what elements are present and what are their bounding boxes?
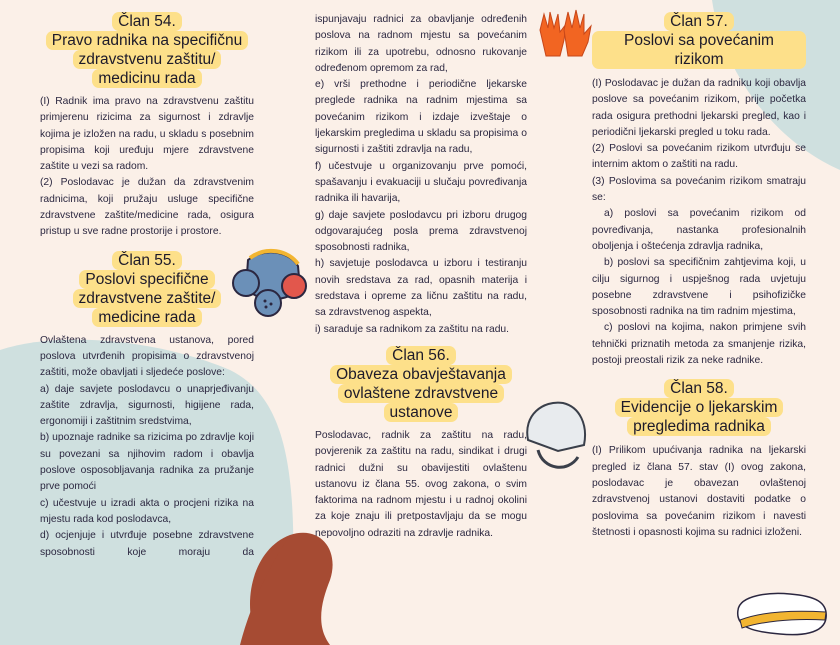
article-number: Član 54.	[112, 12, 182, 31]
article-54-heading	[40, 12, 254, 88]
article-title-line: Pravo radnika na specifičnu	[46, 31, 248, 50]
article-number: Član 57.	[664, 12, 734, 31]
gloves-icon	[534, 8, 594, 60]
paragraph: Ovlaštena zdravstvena ustanova, pored poslova utvrđenih propisima o zdravstvenoj zaštiti, može obavljati i sljedeće poslove:	[40, 334, 254, 379]
article-56-body	[315, 428, 527, 542]
article-54-body	[40, 94, 254, 241]
paragraph: a) poslovi sa povećanim rizikom od povređivanja, nastanka profesionalnih oboljenja i oštećenja zdravlja radnika,	[592, 208, 806, 252]
paragraph: g) daje savjete poslodavcu pri izboru drugog odgovarajućeg posla prema zdravstvenoj sposobnosti radnika,	[315, 209, 527, 254]
paragraph: c) poslovi na kojima, nakon primjene svih tehnički priznatih metoda za smanjenje rizika, postoji preostali rizik za neke radnike.	[592, 322, 806, 367]
article-number: Član 58.	[664, 379, 734, 398]
paragraph: (I) Radnik ima pravo na zdravstvenu zaštitu primjerenu rizicima za sigurnost i zdravlje kojima je izložen na radu, u skladu s posebnim propisima koji uređuju mjere zdravstvene zaštite u vezi sa radom.	[40, 96, 254, 173]
article-title-line: zdravstvenu zaštitu/	[73, 50, 222, 69]
article-number: Član 56.	[386, 346, 456, 365]
column-3	[592, 12, 806, 541]
paragraph: (2) Poslodavac je dužan da zdravstvenim radnicima, koji pružaju usluge specifične zdravstvene zaštite/medicine rada, osigura pristup u sve radne prostorije i prostore.	[40, 177, 254, 238]
article-title-line: Evidencije o ljekarskim	[615, 398, 784, 417]
respirator-mask-icon	[228, 248, 308, 323]
paragraph: (I) Prilikom upućivanja radnika na ljekarski pregled iz člana 57. stav (I) ovog zakona, poslodavac je obavezan ovlaštenoj zdravstvenoj ustanovi dostaviti podatke o poslovima sa povećanim rizikom i navesti štetnosti i opasnosti kojima su radnici izloženi.	[592, 445, 806, 538]
article-55-continued	[315, 12, 527, 338]
article-56-heading	[315, 346, 527, 422]
article-title-line: Poslovi sa povećanim rizikom	[592, 31, 806, 69]
paragraph: f) učestvuje u organizovanju prve pomoći, spašavanju i evakuaciji u slučaju povređivanja radnika ili havarija,	[315, 160, 527, 205]
paragraph: i) saraduje sa radnikom za zaštitu na radu.	[315, 323, 510, 335]
article-57-heading	[592, 12, 806, 69]
article-title-line: Obaveza obavještavanja	[330, 365, 512, 384]
article-number: Član 55.	[112, 251, 182, 270]
column-2	[315, 12, 527, 542]
article-58-body	[592, 443, 806, 541]
safety-goggles-icon	[730, 590, 830, 642]
paragraph: (3) Poslovima sa povećanim rizikom smatraju se:	[592, 175, 806, 204]
article-title-line: zdravstvene zaštite/	[73, 289, 222, 308]
article-title-line: ovlaštene zdravstvene	[338, 384, 504, 403]
hard-hat-icon	[518, 395, 588, 475]
article-55-body	[40, 333, 254, 561]
paragraph: a) daje savjete poslodavcu o unaprjeđivanju zaštite zdravlja, sigurnosti, higijene rada, ergonomiji i zaštitnim sredstvima,	[40, 383, 254, 428]
paragraph: b) poslovi sa specifičnim zahtjevima koji, u cilju sigurnog i uspješnog rada uvjetuju posebne zdravstvene i psihofizičke sposobnosti radnika na tim radnim mjestima,	[592, 257, 806, 318]
article-58-heading	[592, 379, 806, 436]
article-title-line: ustanove	[384, 403, 459, 422]
article-title-line: medicine rada	[92, 308, 201, 327]
paragraph: (2) Poslovi sa povećanim rizikom utvrđuju se internim aktom o zaštiti na radu.	[592, 143, 806, 171]
paragraph: ispunjavaju radnici za obavljanje određenih poslova na radnom mjestu sa povećanim rizikom ili za upotrebu, odnosno rukovanje određenom opremom za rad,	[315, 14, 527, 74]
paragraph: (I) Poslodavac je dužan da radniku koji obavlja poslove sa povećanim rizikom, prije početka rada osigura prethodni ljekarski pregled, kao i periodični ljekarski pregled u toku rada.	[592, 78, 806, 138]
article-57-body	[592, 76, 806, 369]
article-title-line: Poslovi specifične	[79, 270, 214, 289]
paragraph: c) učestvuje u izradi akta o procjeni rizika na mjestu rada kod poslodavca,	[40, 497, 254, 525]
paragraph: b) upoznaje radnike sa rizicima po zdravlje koji su povezani sa njihovim radom i obavlja poslove osposobljavanja radnika za pružanje prve pomoći	[40, 432, 254, 493]
paragraph: h) savjetuje poslodavca u izboru i testiranju novih sredstava za rad, opasnih materija i sredstava i opreme za ličnu zaštitu na radu, sa zdravstvenog aspekta,	[315, 258, 527, 319]
paragraph: Poslodavac, radnik za zaštitu na radu, povjerenik za zaštitu na radu, sindikat i drugi radnici dužni su obavijestiti ovlaštenu ustanovu iz člana 55. ovog zakona, o svim faktorima na radnom mjestu i u radnoj okolini za koje znaju ili pretpostavljaju da se mogu nepovoljno odraziti na zdravlje radnika.	[315, 429, 527, 539]
article-title-line: medicinu rada	[92, 69, 201, 88]
article-55-heading	[40, 251, 254, 327]
column-1	[40, 12, 254, 561]
paragraph: e) vrši prethodne i periodične ljekarske preglede radnika na radnim mjestima sa povećanim rizikom i izdaje izveštaje o ljekarskim pregledima u skladu sa propisima o sigurnosti i zaštiti zdravlja na radu,	[315, 79, 527, 156]
article-title-line: pregledima radnika	[627, 417, 771, 436]
paragraph: d) ocjenjuje i utvrđuje posebne zdravstvene sposobnosti koje moraju da	[40, 530, 254, 558]
